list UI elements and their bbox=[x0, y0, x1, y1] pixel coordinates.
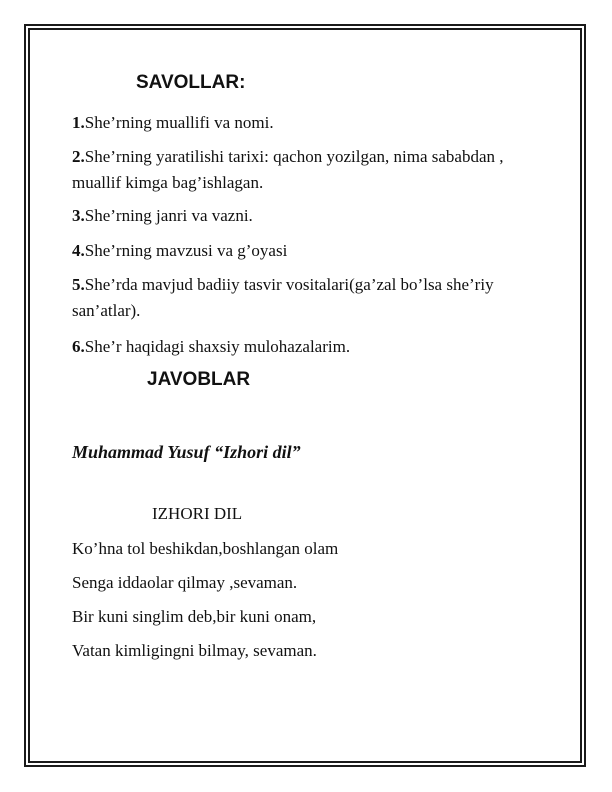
question-text: She’r haqidagi shaxsiy mulohazalarim. bbox=[84, 337, 351, 356]
poem-line: Ko’hna tol beshikdan,boshlangan olam bbox=[72, 539, 339, 558]
questions-heading: SAVOLLAR: bbox=[136, 72, 246, 93]
question-item bbox=[72, 238, 287, 264]
question-text: She’rning mavzusi va g’oyasi bbox=[84, 241, 288, 260]
question-number: 5. bbox=[72, 275, 85, 294]
question-number: 6. bbox=[72, 337, 85, 356]
question-number: 3. bbox=[72, 206, 85, 225]
poem-line: Senga iddaolar qilmay ,sevaman. bbox=[72, 573, 298, 592]
question-number: 1. bbox=[72, 113, 85, 132]
poem-title: IZHORI DIL bbox=[152, 504, 243, 523]
poem-line: Bir kuni singlim deb,bir kuni onam, bbox=[72, 607, 317, 626]
question-item bbox=[72, 110, 274, 136]
question-item bbox=[72, 144, 542, 196]
work-subtitle: Muhammad Yusuf “Izhori dil” bbox=[72, 442, 301, 462]
question-number: 2. bbox=[72, 147, 85, 166]
question-text: She’rning yaratilishi tarixi: qachon yozilgan, nima sababdan , muallif kimga bag’ishlagan. bbox=[72, 147, 504, 192]
question-text: She’rning janri va vazni. bbox=[84, 206, 253, 225]
question-item bbox=[72, 272, 542, 324]
poem-line: Vatan kimligingni bilmay, sevaman. bbox=[72, 641, 317, 660]
question-number: 4. bbox=[72, 241, 85, 260]
question-item bbox=[72, 334, 350, 360]
question-text: She’rning muallifi va nomi. bbox=[84, 113, 274, 132]
question-item bbox=[72, 203, 253, 229]
answers-heading: JAVOBLAR bbox=[147, 369, 251, 390]
question-text: She’rda mavjud badiiy tasvir vositalari(ga’zal bo’lsa she’riy san’atlar). bbox=[72, 275, 494, 320]
